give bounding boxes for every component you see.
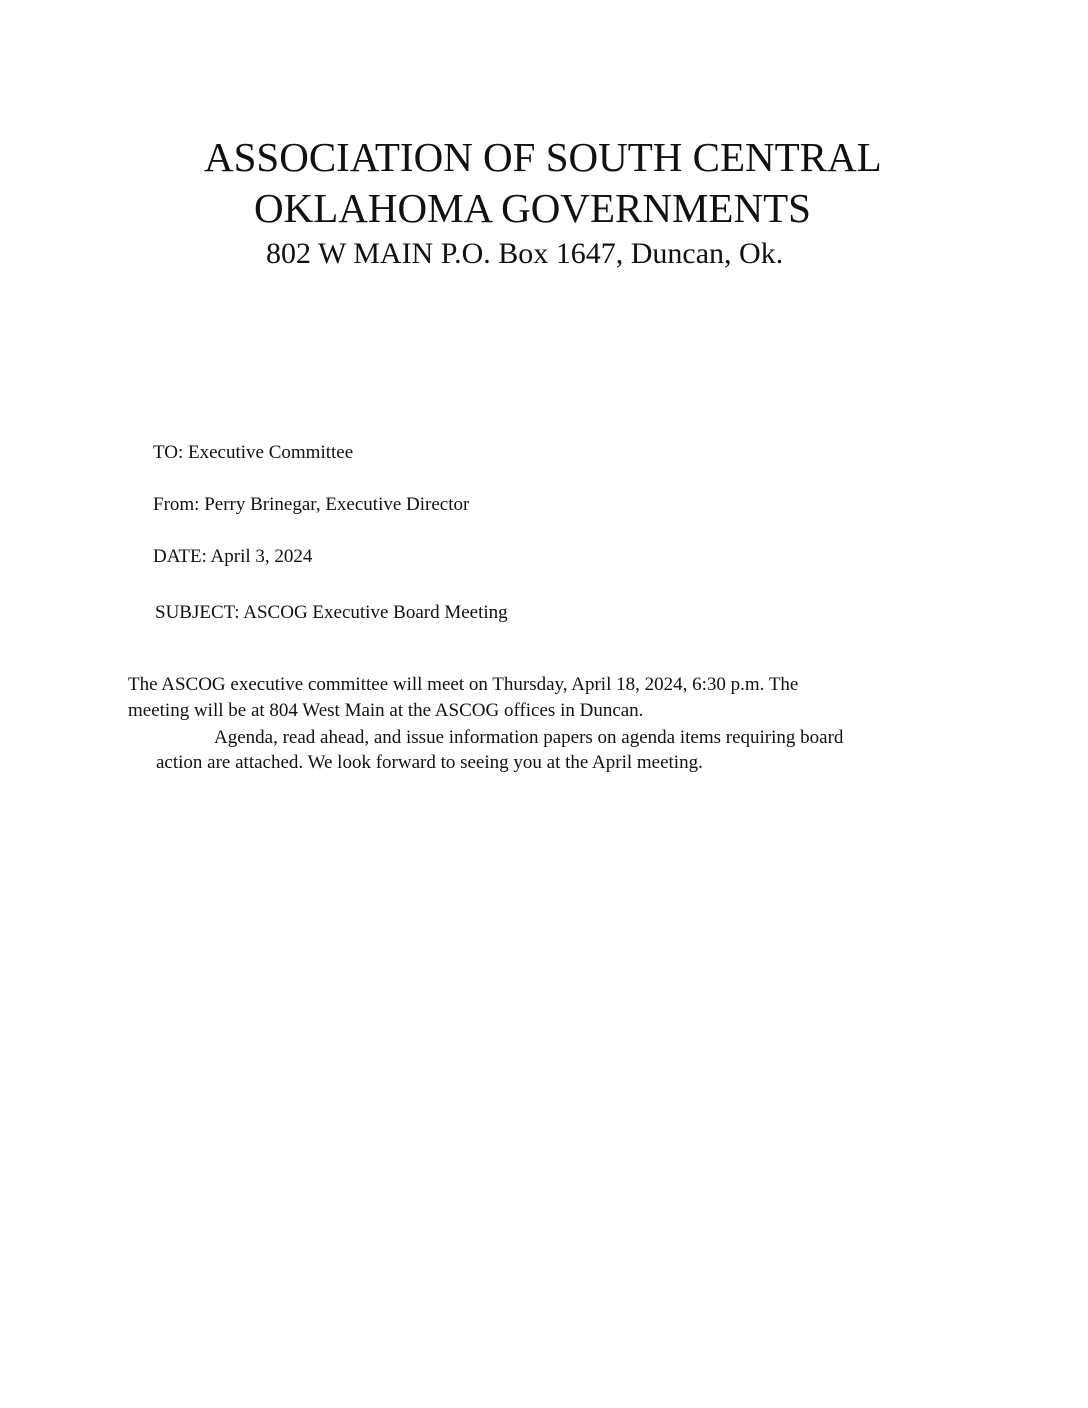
body-text-line-1: The ASCOG executive committee will meet on Thursday, April 18, 2024, 6:30 p.m. The [128, 674, 799, 695]
body-text-line-3: Agenda, read ahead, and issue information papers on agenda items requiring board [214, 727, 844, 748]
body-text-line-2: meeting will be at 804 West Main at the ASCOG offices in Duncan. [128, 700, 644, 721]
body-text-line-4: action are attached. We look forward to seeing you at the April meeting. [156, 752, 703, 773]
memo-from-line: From: Perry Brinegar, Executive Director [153, 494, 470, 515]
organization-address: 802 W MAIN P.O. Box 1647, Duncan, Ok. [266, 237, 784, 270]
organization-title-line-1: ASSOCIATION OF SOUTH CENTRAL [204, 134, 882, 180]
memo-date-line: DATE: April 3, 2024 [153, 546, 313, 567]
memo-subject-line: SUBJECT: ASCOG Executive Board Meeting [155, 602, 508, 623]
memo-to-line: TO: Executive Committee [153, 442, 354, 463]
organization-title-line-2: OKLAHOMA GOVERNMENTS [254, 185, 811, 231]
